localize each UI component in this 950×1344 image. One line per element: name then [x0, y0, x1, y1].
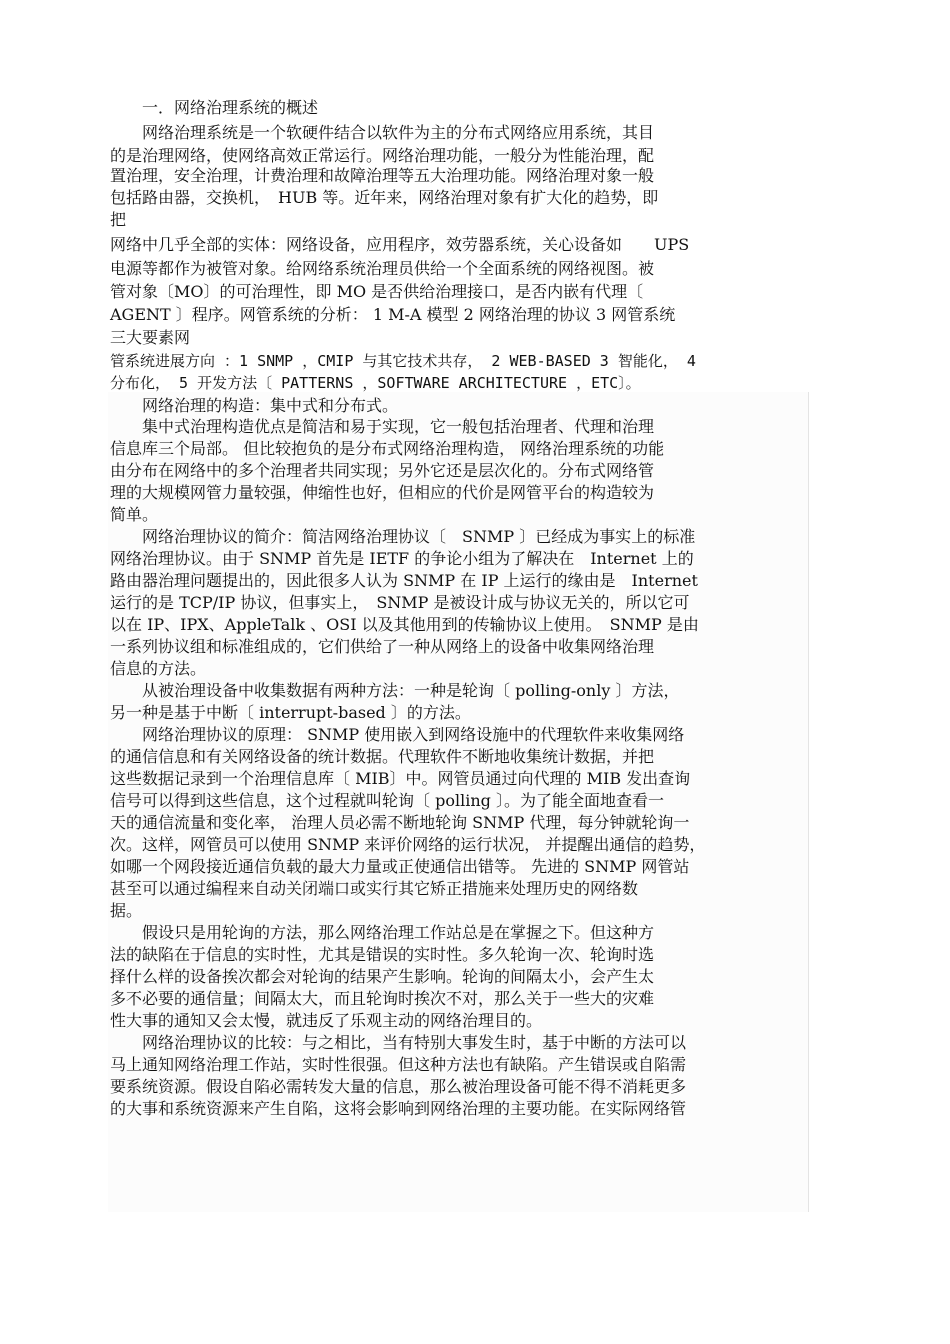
paragraph-line: 理的大规模网管力量较强，伸缩性也好，但相应的代价是网管平台的构造较为 [110, 483, 655, 502]
paragraph-line: 电源等都作为被管对象。给网络系统治理员供给一个全面系统的网络视图。被 [110, 259, 655, 278]
paragraph-line: 择什么样的设备挨次都会对轮询的结果产生影响。轮询的间隔太小，会产生太 [110, 967, 655, 986]
paragraph-line: 集中式治理构造优点是简洁和易于实现，它一般包括治理者、代理和治理 [110, 417, 655, 436]
paragraph-line: 的大事和系统资源来产生自陷，这将会影响到网络治理的主要功能。在实际网络管 [110, 1099, 687, 1118]
paragraph-line: 一系列协议组和标准组成的，它们供给了一种从网络上的设备中收集网络治理 [110, 637, 655, 656]
paragraph-line: 假设只是用轮询的方法，那么网络治理工作站总是在掌握之下。但这种方 [110, 923, 655, 942]
paragraph-line: 网络治理协议的比较：与之相比，当有特别大事发生时，基于中断的方法可以 [110, 1033, 687, 1052]
paragraph-line: 网络治理协议的原理： SNMP 使用嵌入到网络设施中的代理软件来收集网络 [110, 725, 685, 744]
paragraph-line: 三大要素网 [110, 328, 191, 347]
paragraph-line: 的是治理网络，使网络高效正常运行。网络治理功能，一般分为性能治理，配 [110, 146, 655, 165]
paragraph-line: 从被治理设备中收集数据有两种方法：一种是轮询〔 polling-only 〕方法， [110, 681, 680, 700]
paragraph-line: 如哪一个网段接近通信负载的最大力量或正使通信出错等。 先进的 SNMP 网管站 [110, 857, 690, 876]
paragraph-line: 运行的是 TCP/IP 协议，但事实上， SNMP 是被设计成与协议无关的，所以它可 [110, 593, 690, 612]
paragraph-line: 的通信信息和有关网络设备的统计数据。代理软件不断地收集统计数据，并把 [110, 747, 655, 766]
paragraph-line: 性大事的通知又会太慢，就违反了乐观主动的网络治理目的。 [110, 1011, 543, 1030]
paragraph-line: 次。这样，网管员可以使用 SNMP 来评价网络的运行状况， 并提醒出通信的趋势， [110, 835, 706, 854]
paragraph-line: 另一种是基于中断〔 interrupt-based 〕的方法。 [110, 703, 471, 722]
paragraph-line: 把 [110, 210, 127, 229]
paragraph-line: 网络治理的构造：集中式和分布式。 [110, 396, 399, 415]
paragraph-line: 天的通信流量和变化率， 治理人员必需不断地轮询 SNMP 代理，每分钟就轮询一 [110, 813, 690, 832]
paragraph-line: 要系统资源。假设自陷必需转发大量的信息，那么被治理设备可能不得不消耗更多 [110, 1077, 687, 1096]
paragraph-line: 信息库三个局部。 但比较抱负的是分布式网络治理构造， 网络治理系统的功能 [110, 439, 665, 458]
paragraph-line: 网络中几乎全部的实体：网络设备，应用程序，效劳器系统，关心设备如 UPS [110, 235, 690, 254]
paragraph-line: 路由器治理问题提出的，因此很多人认为 SNMP 在 IP 上运行的缘由是 Internet [110, 571, 698, 590]
paragraph-line: 甚至可以通过编程来自动关闭端口或实行其它矫正措施来处理历史的网络数 [110, 879, 639, 898]
paragraph-line: 分布化， 5 开发方法〔 PATTERNS ，SOFTWARE ARCHITECTURE ，ETC〕。 [110, 374, 641, 392]
paragraph-line: 管对象〔MO〕的可治理性，即 MO 是否供给治理接口，是否内嵌有代理〔 [110, 282, 644, 301]
paragraph-line: 这些数据记录到一个治理信息库〔 MIB〕中。网管员通过向代理的 MIB 发出查询 [110, 769, 691, 788]
paragraph-line: 置治理，安全治理，计费治理和故障治理等五大治理功能。网络治理对象一般 [110, 166, 655, 185]
paragraph-line: 据。 [110, 901, 143, 920]
paragraph-line: 管系统进展方向 ：1 SNMP ，CMIP 与其它技术共存， 2 WEB-BASED 3 智能化， 4 [110, 352, 696, 370]
section-heading: 一．网络治理系统的概述 [110, 98, 319, 117]
paragraph-line: 信息的方法。 [110, 659, 207, 678]
paragraph-line: 信号可以得到这些信息，这个过程就叫轮询〔 polling 〕。为了能全面地查看一 [110, 791, 664, 810]
paragraph-line: 马上通知网络治理工作站，实时性很强。但这种方法也有缺陷。产生错误或自陷需 [110, 1055, 687, 1074]
paragraph-line: 由分布在网络中的多个治理者共同实现；另外它还是层次化的。分布式网络管 [110, 461, 655, 480]
paragraph-line: 简单。 [110, 505, 159, 524]
paragraph-line: 法的缺陷在于信息的实时性，尤其是错误的实时性。多久轮询一次、轮询时选 [110, 945, 655, 964]
paragraph-line: 网络治理系统是一个软硬件结合以软件为主的分布式网络应用系统，其目 [110, 123, 655, 142]
paragraph-line: AGENT 〕程序。网管系统的分析： 1 M-A 模型 2 网络治理的协议 3 网管系统 [110, 305, 676, 324]
paragraph-line: 网络治理协议。由于 SNMP 首先是 IETF 的争论小组为了解决在 Internet 上的 [110, 549, 694, 568]
paragraph-line: 包括路由器，交换机， HUB 等。近年来，网络治理对象有扩大化的趋势，即 [110, 188, 659, 207]
paragraph-line: 以在 IP、IPX、AppleTalk 、OSI 以及其他用到的传输协议上使用。 SNMP 是由 [110, 615, 699, 634]
paragraph-line: 多不必要的通信量；间隔太大，而且轮询时挨次不对，那么关于一些大的灾难 [110, 989, 655, 1008]
paragraph-line: 网络治理协议的简介：简洁网络治理协议〔 SNMP 〕已经成为事实上的标准 [110, 527, 696, 546]
